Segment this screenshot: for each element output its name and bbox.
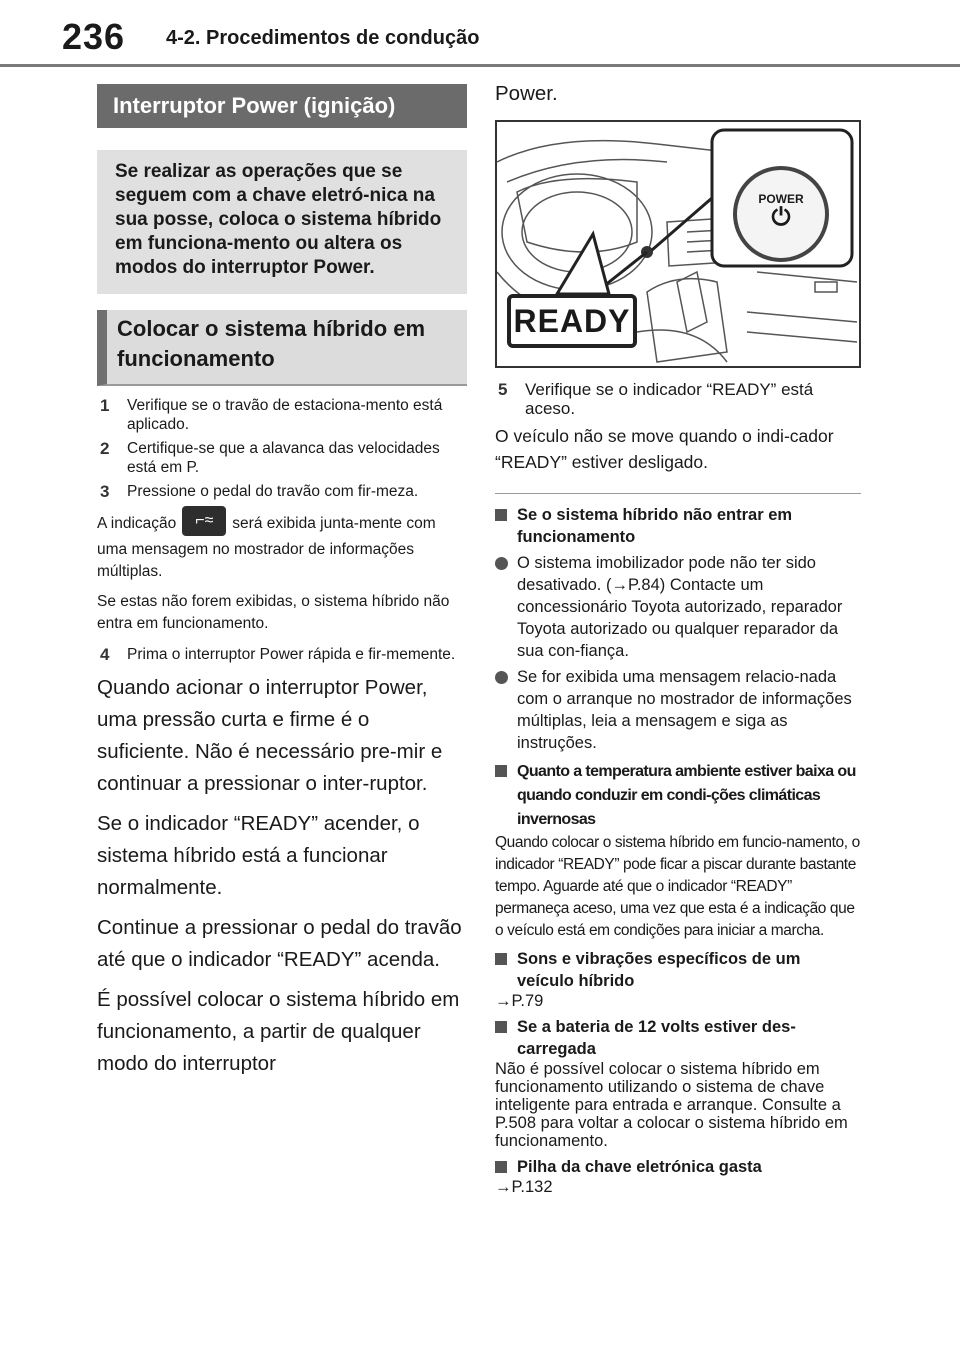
page-header xyxy=(0,0,960,66)
step-text: Verifique se o travão de estaciona-mento está aplicado. xyxy=(127,397,443,433)
square-bullet-icon xyxy=(495,1021,507,1033)
paragraph-brake: Continue a pressionar o pedal do travão até que o indicador “READY” acenda. xyxy=(97,916,462,971)
step-5 xyxy=(495,380,861,418)
square-bullet-icon xyxy=(495,509,507,521)
step-number: 3 xyxy=(100,482,110,501)
note-heading-text: Se a bateria de 12 volts estiver des-carregada xyxy=(517,1018,796,1058)
note-heading-text: Se o sistema híbrido não entrar em funcionamento xyxy=(517,506,793,546)
round-bullet-icon xyxy=(495,671,508,684)
indicator-note xyxy=(97,509,467,583)
step-number: 4 xyxy=(100,645,110,664)
power-button-illustration xyxy=(733,166,829,262)
note-heading xyxy=(495,948,861,992)
step-3 xyxy=(97,482,467,501)
power-label: POWER xyxy=(758,192,804,206)
step-number: 2 xyxy=(100,439,110,458)
note-heading xyxy=(495,1016,861,1060)
subsection-heading: Colocar o sistema híbrido em funcionamento xyxy=(97,310,467,386)
step-1 xyxy=(97,396,467,434)
smart-key-indicator-icon: ⌐≈ xyxy=(182,506,226,536)
not-shown-note: Se estas não forem exibidas, o sistema híbrido não entra em funcionamento. xyxy=(97,593,450,632)
section-title: 4-2. Procedimentos de condução xyxy=(166,27,480,49)
note-heading xyxy=(495,1156,861,1178)
note-bullet-text: O sistema imobilizador pode não ter sido desativado. (→P.84) Contacte um concessionário Toyota autorizado, reparador Toyota autorizado ou qualquer reparador da sua con-fiança. xyxy=(517,554,843,660)
intro-box: Se realizar as operações que se seguem com a chave eletró-nica na sua posse, coloca o sistema híbrido em funciona-mento ou altera os modos do interruptor Power. xyxy=(97,150,467,294)
power-symbol-icon: ⏻ xyxy=(771,204,791,231)
note-paragraph: Quando colocar o sistema híbrido em funcio-namento, o indicador “READY” pode ficar a piscar durante bastante tempo. Aguarde até que o indicador “READY” permaneça aceso, uma vez que esta é a indicação que o veículo está em condições para iniciar a marcha. xyxy=(495,834,860,939)
step-text: Certifique-se que a alavanca das velocidades está em P. xyxy=(127,440,440,476)
paragraph-press: Quando acionar o interruptor Power, uma pressão curta e firme é o suficiente. Não é necessário pre-mir e continuar a pressionar o inter-ruptor. xyxy=(97,676,443,795)
square-bullet-icon xyxy=(495,953,507,965)
header-divider xyxy=(0,64,960,67)
page-reference: →P.79 xyxy=(495,992,544,1010)
steps-list xyxy=(97,396,467,501)
paragraph-any-mode: É possível colocar o sistema híbrido em funcionamento, a partir de qualquer modo do interruptor xyxy=(97,988,460,1075)
step-2 xyxy=(97,439,467,477)
page-title: Interruptor Power (ignição) xyxy=(97,84,467,128)
note-bullet-text: Se for exibida uma mensagem relacio-nada com o arranque no mostrador de informações múltiplas, leia a mensagem e siga as instruções. xyxy=(517,668,852,752)
ready-indicator-callout: READY xyxy=(507,294,637,348)
paragraph-continued: Power. xyxy=(495,82,558,105)
left-column xyxy=(97,84,467,1080)
square-bullet-icon xyxy=(495,1161,507,1173)
page-number: 236 xyxy=(62,16,126,57)
page-reference: →P.132 xyxy=(495,1178,553,1196)
note-bullet xyxy=(495,666,861,754)
right-column xyxy=(495,78,861,1196)
paragraph-ready: Se o indicador “READY” acender, o sistema híbrido está a funcionar normalmente. xyxy=(97,812,420,899)
step-number: 5 xyxy=(498,380,508,399)
round-bullet-icon xyxy=(495,557,508,570)
step-4 xyxy=(97,645,467,664)
note-heading-text: Pilha da chave eletrónica gasta xyxy=(517,1158,762,1176)
note-heading xyxy=(495,504,861,548)
step-text: Prima o interruptor Power rápida e fir-memente. xyxy=(127,646,456,663)
note-paragraph: Não é possível colocar o sistema híbrido em funcionamento utilizando o sistema de chave inteligente para entrada e arranque. Consulte a P.508 para voltar a colocar o sistema híbrido em funcionamento. xyxy=(495,1060,848,1150)
note-heading-text: Sons e vibrações específicos de um veículo híbrido xyxy=(517,950,801,990)
step-number: 1 xyxy=(100,396,110,415)
indicator-before: A indicação xyxy=(97,515,177,533)
indicator-after: será exibida junta-mente com uma mensagem no mostrador de informações múltiplas. xyxy=(97,515,436,580)
square-bullet-icon xyxy=(495,765,507,777)
note-bullet xyxy=(495,552,861,662)
step5-note: O veículo não se move quando o indi-cador “READY” estiver desligado. xyxy=(495,426,834,472)
note-heading-text: Quanto a temperatura ambiente estiver baixa ou quando conduzir em condi-ções climáticas invernosas xyxy=(517,763,856,828)
dashboard-illustration xyxy=(495,120,861,368)
step-text: Pressione o pedal do travão com fir-meza. xyxy=(127,483,419,500)
note-heading xyxy=(495,760,861,832)
step-text: Verifique se o indicador “READY” está aceso. xyxy=(525,380,814,418)
notes-section xyxy=(495,504,861,1196)
notes-divider xyxy=(495,493,861,494)
